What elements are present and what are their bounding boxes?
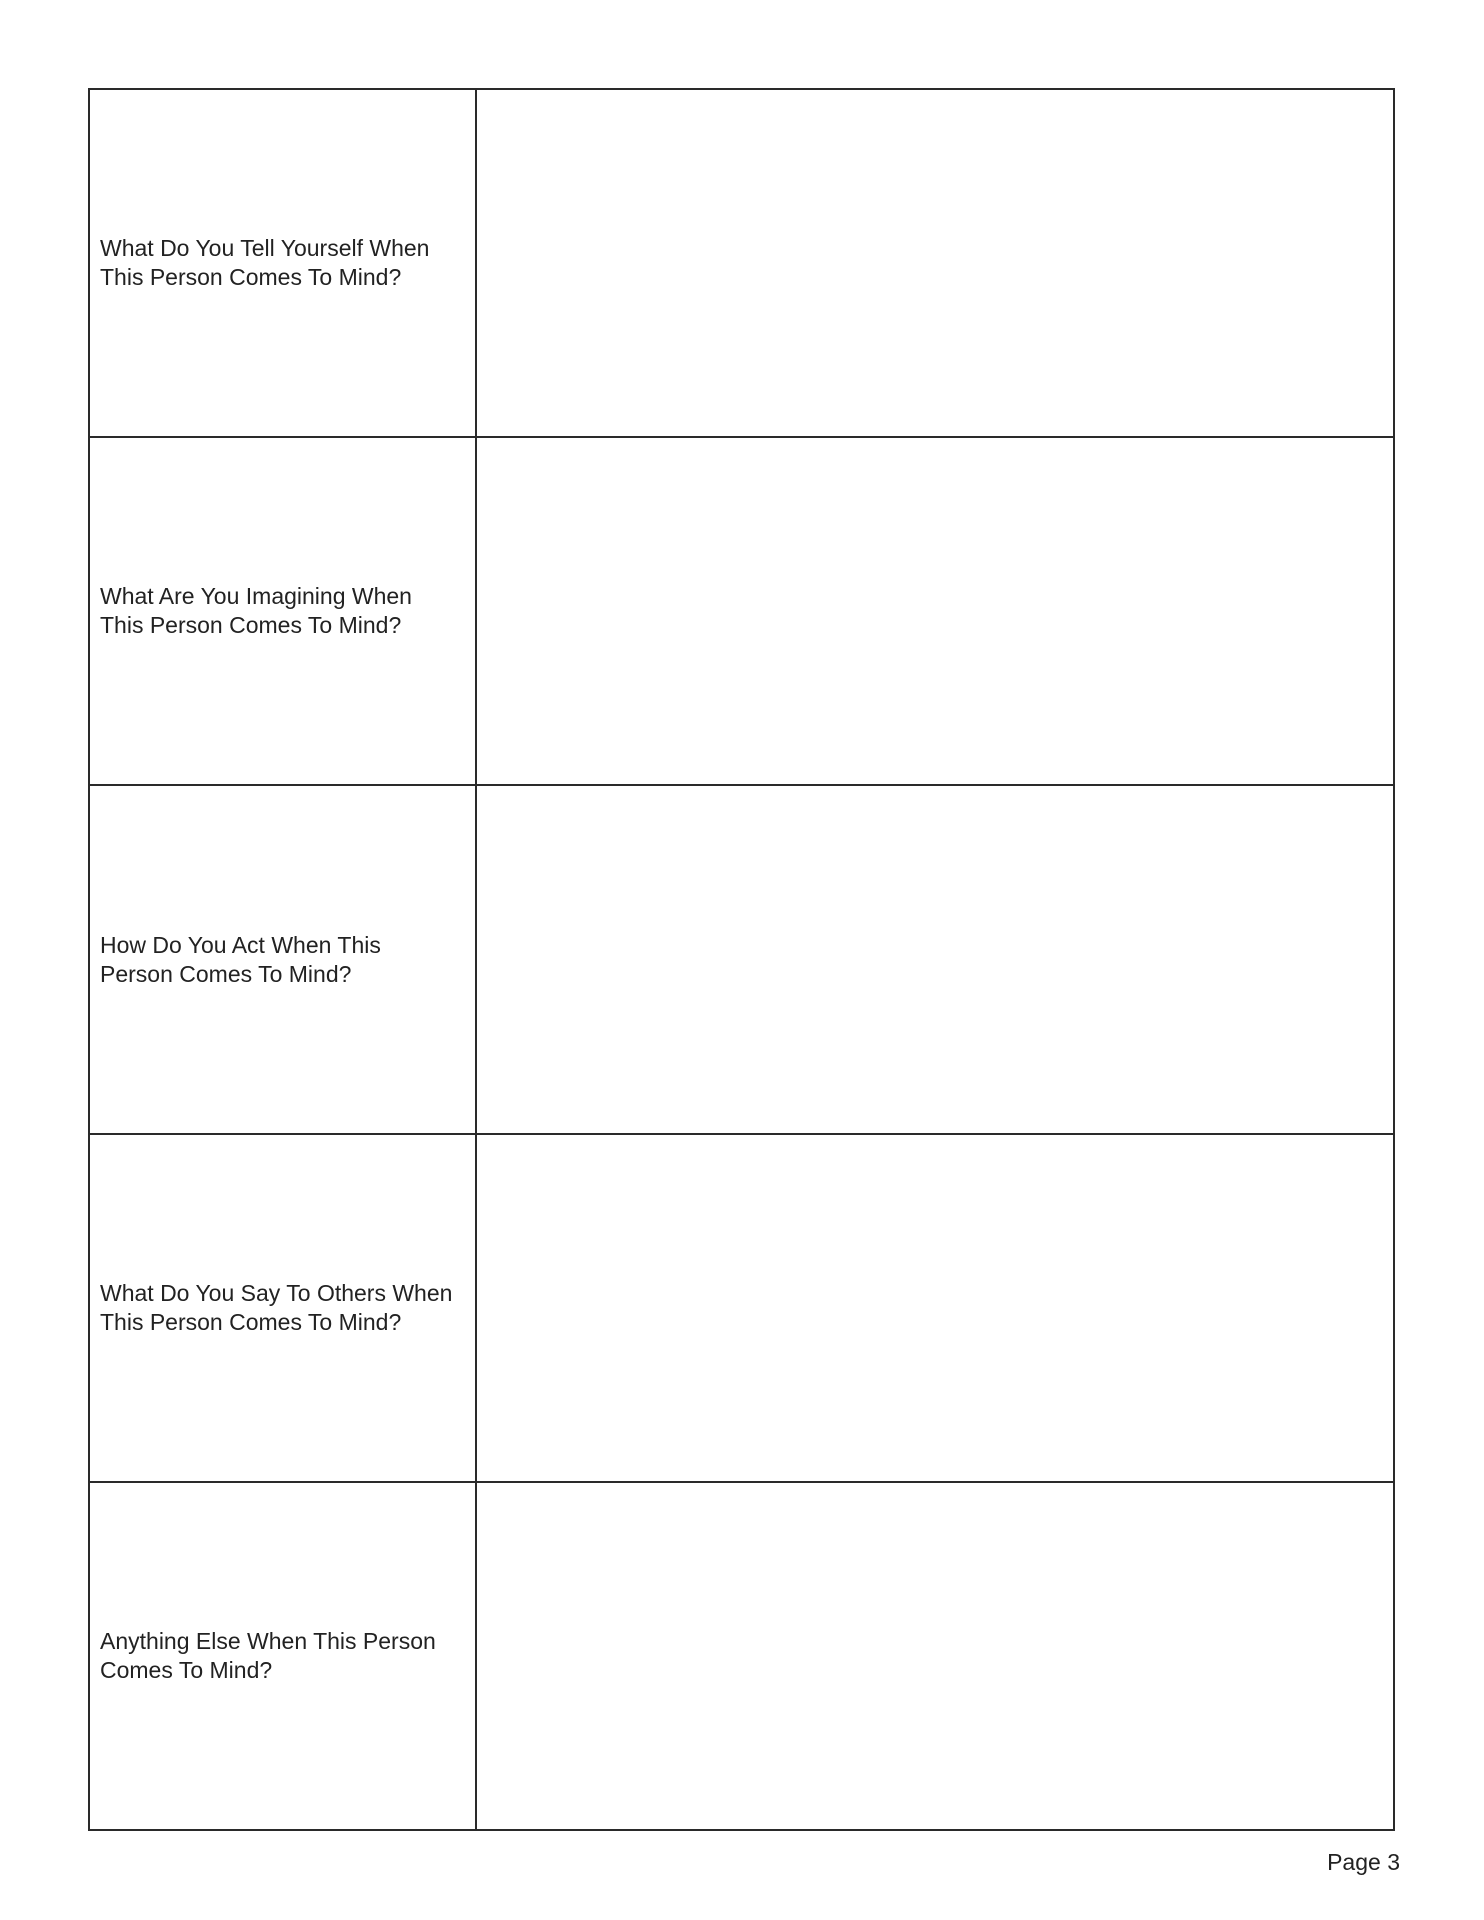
prompt-cell: [90, 1483, 477, 1829]
prompt-text: Anything Else When This Person Comes To Mind?: [100, 1627, 436, 1683]
answer-cell[interactable]: [477, 1483, 1393, 1829]
worksheet-row: [90, 438, 1393, 786]
worksheet-row: [90, 1483, 1393, 1829]
worksheet-row: [90, 1135, 1393, 1483]
worksheet-row: [90, 786, 1393, 1134]
answer-cell[interactable]: [477, 438, 1393, 784]
prompt-cell: [90, 90, 477, 436]
answer-cell[interactable]: [477, 786, 1393, 1132]
page-number: Page 3: [1327, 1849, 1400, 1875]
worksheet-row: [90, 90, 1393, 438]
prompt-text: What Are You Imagining When This Person Comes To Mind?: [100, 583, 412, 639]
prompt-text: What Do You Tell Yourself When This Person Comes To Mind?: [100, 235, 430, 291]
answer-cell[interactable]: [477, 1135, 1393, 1481]
prompt-cell: [90, 438, 477, 784]
prompt-text: How Do You Act When This Person Comes To Mind?: [100, 931, 381, 987]
worksheet-table: [88, 88, 1395, 1831]
answer-cell[interactable]: [477, 90, 1393, 436]
prompt-cell: [90, 786, 477, 1132]
prompt-cell: [90, 1135, 477, 1481]
prompt-text: What Do You Say To Others When This Person Comes To Mind?: [100, 1279, 453, 1335]
